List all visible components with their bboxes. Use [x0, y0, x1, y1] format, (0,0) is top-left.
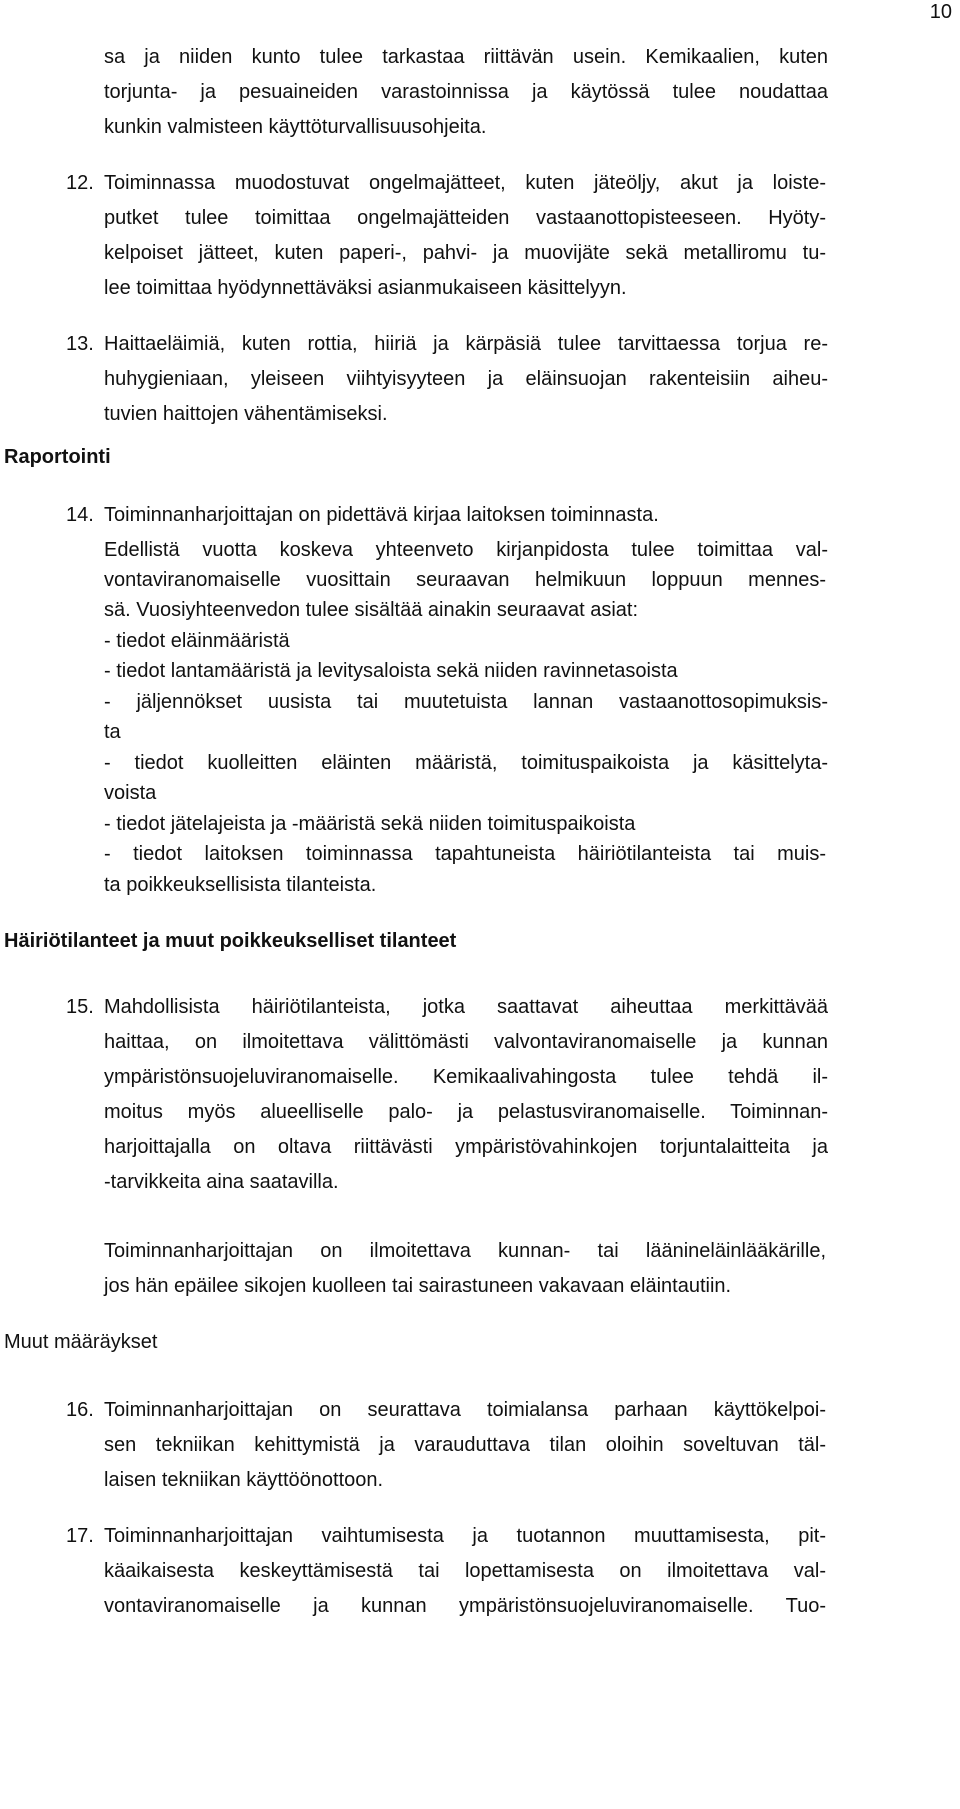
list-item: - tiedot lantamääristä ja levitysaloista sekä niiden ravinnetasoista — [104, 660, 678, 682]
text-line: vontaviranomaiselle vuosittain seuraavan helmikuun loppuun mennes- — [104, 569, 826, 591]
item-number: 14. — [66, 504, 94, 526]
item-number: 16. — [66, 1399, 94, 1421]
text-line: tuvien haittojen vähentämiseksi. — [104, 403, 388, 425]
item-number: 13. — [66, 333, 94, 355]
item-number: 17. — [66, 1525, 94, 1547]
item-number: 12. — [66, 172, 94, 194]
list-item: - tiedot kuolleitten eläinten määristä, toimituspaikoista ja käsittelyta- — [104, 752, 828, 774]
section-heading-hairiotilanteet: Häiriötilanteet ja muut poikkeukselliset tilanteet — [4, 930, 457, 952]
list-item: - jäljennökset uusista tai muutetuista lannan vastaanottosopimuksis- — [104, 691, 828, 713]
text-line: Toiminnanharjoittajan on seurattava toimialansa parhaan käyttökelpoi- — [104, 1399, 826, 1421]
text-line: ympäristönsuojeluviranomaiselle. Kemikaalivahingosta tulee tehdä il- — [104, 1066, 828, 1088]
text-line: sen tekniikan kehittymistä ja varauduttava tilan oloihin soveltuvan täl- — [104, 1434, 826, 1456]
text-line: jos hän epäilee sikojen kuolleen tai sairastuneen vakavaan eläintautiin. — [104, 1275, 732, 1297]
text-line: huhygieniaan, yleiseen viihtyisyyteen ja eläinsuojan rakenteisiin aiheu- — [104, 368, 828, 390]
text-line: sä. Vuosiyhteenvedon tulee sisältää ainakin seuraavat asiat: — [104, 599, 639, 621]
page-number: 10 — [929, 1, 952, 23]
text-line: -tarvikkeita aina saatavilla. — [104, 1171, 339, 1193]
text-line: torjunta- ja pesuaineiden varastoinnissa ja käytössä tulee noudattaa — [104, 81, 828, 103]
list-item: voista — [104, 782, 157, 804]
text-line: Toiminnassa muodostuvat ongelmajätteet, kuten jäteöljy, akut ja loiste- — [104, 172, 826, 194]
text-line: Toiminnanharjoittajan on pidettävä kirjaa laitoksen toiminnasta. — [104, 504, 659, 526]
text-line: Edellistä vuotta koskeva yhteenveto kirjanpidosta tulee toimittaa val- — [104, 539, 828, 561]
text-line: haittaa, on ilmoitettava välittömästi valvontaviranomaiselle ja kunnan — [104, 1031, 828, 1053]
text-line: Haittaeläimiä, kuten rottia, hiiriä ja kärpäsiä tulee tarvittaessa torjua re- — [104, 333, 828, 355]
text-line: harjoittajalla on oltava riittävästi ympäristövahinkojen torjuntalaitteita ja — [104, 1136, 828, 1158]
text-line: käaikaisesta keskeyttämisestä tai lopettamisesta on ilmoitettava val- — [104, 1560, 826, 1582]
list-item: ta poikkeuksellisista tilanteista. — [104, 874, 377, 896]
text-line: sa ja niiden kunto tulee tarkastaa riittävän usein. Kemikaalien, kuten — [104, 46, 828, 68]
text-line: moitus myös alueelliselle palo- ja pelastusviranomaiselle. Toiminnan- — [104, 1101, 828, 1123]
text-line: vontaviranomaiselle ja kunnan ympäristönsuojeluviranomaiselle. Tuo- — [104, 1595, 826, 1617]
section-heading-muut-maaraykset: Muut määräykset — [4, 1331, 158, 1353]
text-line: kelpoiset jätteet, kuten paperi-, pahvi- ja muovijäte sekä metalliromu tu- — [104, 242, 826, 264]
text-line: lee toimittaa hyödynnettäväksi asianmukaiseen käsittelyyn. — [104, 277, 627, 299]
list-item: - tiedot jätelajeista ja -määristä sekä niiden toimituspaikoista — [104, 813, 636, 835]
section-heading-raportointi: Raportointi — [4, 446, 111, 468]
text-line: Toiminnanharjoittajan vaihtumisesta ja tuotannon muuttamisesta, pit- — [104, 1525, 826, 1547]
text-line: laisen tekniikan käyttöönottoon. — [104, 1469, 384, 1491]
list-item: - tiedot laitoksen toiminnassa tapahtuneista häiriötilanteista tai muis- — [104, 843, 826, 865]
text-line: Toiminnanharjoittajan on ilmoitettava kunnan- tai läänineläinlääkärille, — [104, 1240, 826, 1262]
text-line: Mahdollisista häiriötilanteista, jotka saattavat aiheuttaa merkittävää — [104, 996, 828, 1018]
text-line: putket tulee toimittaa ongelmajätteiden vastaanottopisteeseen. Hyöty- — [104, 207, 826, 229]
list-item: - tiedot eläinmääristä — [104, 630, 290, 652]
item-number: 15. — [66, 996, 94, 1018]
list-item: ta — [104, 721, 121, 743]
text-line: kunkin valmisteen käyttöturvallisuusohjeita. — [104, 116, 487, 138]
